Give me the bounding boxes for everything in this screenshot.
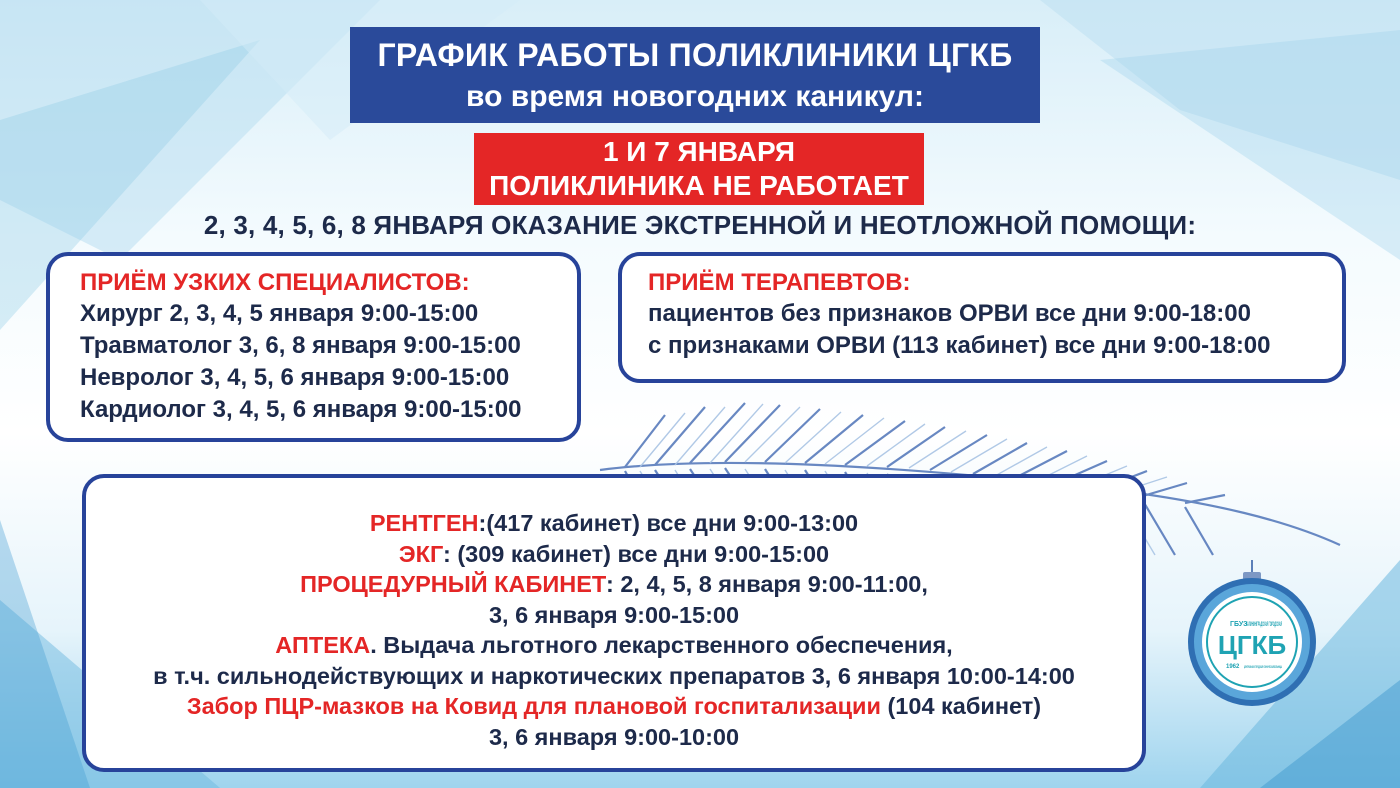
logo-main-text: ЦГКБ xyxy=(1217,630,1287,660)
pharmacy-text: . Выдача льготного лекарственного обеспечения, xyxy=(370,632,953,658)
pharmacy-line xyxy=(86,630,1142,661)
ecg-text: : (309 кабинет) все дни 9:00-15:00 xyxy=(442,540,830,567)
services-card xyxy=(82,474,1146,772)
specialists-card xyxy=(46,252,581,442)
logo-ring-text: КАЛИНИНГРАДСКАЯ ГОРОДСКАЯ xyxy=(1246,622,1282,628)
pharmacy-label: АПТЕКА xyxy=(275,632,371,658)
page-title: ГРАФИК РАБОТЫ ПОЛИКЛИНИКИ ЦГКБ xyxy=(377,37,1013,73)
logo-year: 1962 xyxy=(1226,664,1240,670)
closed-notice-text: ПОЛИКЛИНИКА НЕ РАБОТАЕТ xyxy=(489,170,909,201)
specialist-item: Хирург 2, 3, 4, 5 января 9:00-15:00 xyxy=(80,300,479,327)
xray-line xyxy=(86,508,1142,539)
emergency-heading: 2, 3, 4, 5, 6, 8 ЯНВАРЯ ОКАЗАНИЕ ЭКСТРЕННОЙ И НЕОТЛОЖНОЙ ПОМОЩИ: xyxy=(203,210,1197,240)
therapists-title: ПРИЁМ ТЕРАПЕВТОВ: xyxy=(648,269,911,296)
title-banner xyxy=(350,27,1040,123)
logo-bottom-text: ЦЕНТРАЛЬНАЯ ГОРОДСКАЯ КЛИНИЧЕСКАЯ БОЛЬНИЦА xyxy=(1244,664,1283,669)
closed-notice-dates: 1 И 7 ЯНВАРЯ xyxy=(602,136,796,167)
closed-notice xyxy=(474,133,924,205)
pcr-line-2: 3, 6 января 9:00-10:00 xyxy=(488,723,740,750)
specialist-item: Кардиолог 3, 4, 5, 6 января 9:00-15:00 xyxy=(80,396,522,423)
specialist-item: Травматолог 3, 6, 8 января 9:00-15:00 xyxy=(80,332,521,359)
procedure-line-2: 3, 6 января 9:00-15:00 xyxy=(488,601,740,628)
specialist-item: Невролог 3, 4, 5, 6 января 9:00-15:00 xyxy=(80,364,510,391)
pcr-label: Забор ПЦР-мазков на Ковид для плановой госпитализации xyxy=(186,693,881,719)
therapists-card xyxy=(618,252,1346,383)
pharmacy-line-2: в т.ч. сильнодействующих и наркотических препаратов 3, 6 января 10:00-14:00 xyxy=(153,662,1075,689)
xray-text: :(417 кабинет) все дни 9:00-13:00 xyxy=(478,510,859,536)
specialists-title: ПРИЁМ УЗКИХ СПЕЦИАЛИСТОВ: xyxy=(80,269,470,296)
pcr-line xyxy=(86,691,1142,722)
logo-top-text: ГБУЗ xyxy=(1230,621,1248,628)
ecg-label: ЭКГ xyxy=(398,540,443,567)
procedure-label: ПРОЦЕДУРНЫЙ КАБИНЕТ xyxy=(300,571,606,597)
page-subtitle: во время новогодних каникул: xyxy=(466,80,924,113)
therapist-item: с признаками ОРВИ (113 кабинет) все дни 9:00-18:00 xyxy=(648,332,1271,359)
ecg-line xyxy=(86,539,1142,570)
pcr-text: (104 кабинет) xyxy=(880,693,1042,719)
hospital-logo-ornament xyxy=(1182,560,1322,710)
procedure-line xyxy=(86,569,1142,600)
therapist-item: пациентов без признаков ОРВИ все дни 9:00-18:00 xyxy=(648,300,1251,327)
procedure-text: : 2, 4, 5, 8 января 9:00-11:00, xyxy=(605,571,928,597)
xray-label: РЕНТГЕН xyxy=(369,510,479,536)
